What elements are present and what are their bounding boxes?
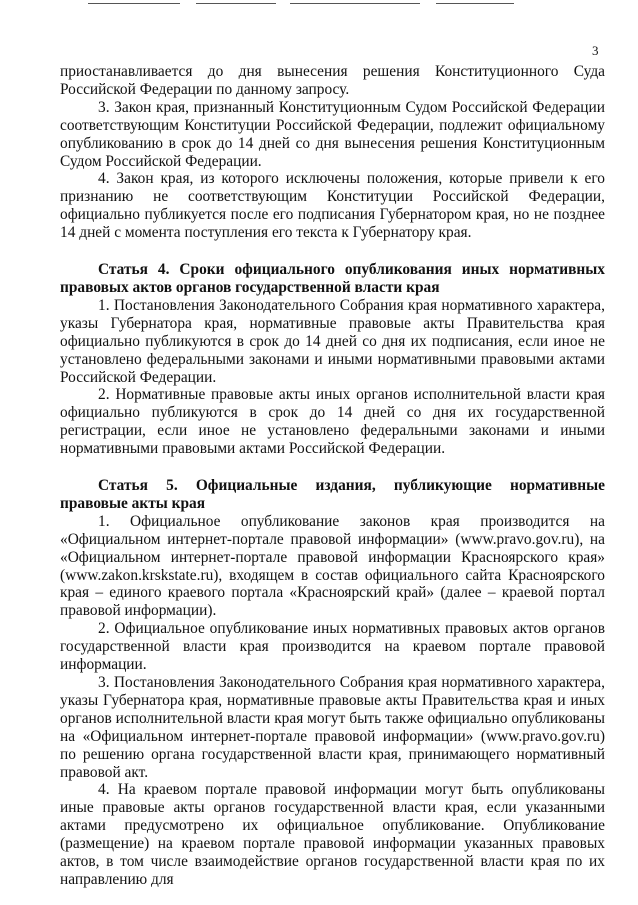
paragraph: 2. Нормативные правовые акты иных органов исполнительной власти края официально публикуются в срок до 14 дней со дня их государственной регистрации, если иное не установлено федеральными законами и иными нормативными правовыми актами Российской Федерации. <box>60 386 605 458</box>
paragraph: приостанавливается до дня вынесения решения Конституционного Суда Российской Федерации по данному запросу. <box>60 63 605 98</box>
paragraph: 3. Закон края, признанный Конституционным Судом Российской Федерации соответствующим Конституции Российской Федерации, подлежит официальному опубликованию в срок до 14 дней со дня вынесения решения Конституционным Судом Российской Федерации. <box>60 98 605 170</box>
paragraph: 1. Постановления Законодательного Собрания края нормативного характера, указы Губернатора края, нормативные правовые акты Правительства края официально публикуются в срок до 14 дней со дня их подписания, если иное не установлено федеральными законами и иными нормативными правовыми актами Российской Федерации. <box>60 296 605 386</box>
paragraph: 1. Официальное опубликование законов края производится на «Официальном интернет-портале правовой информации» (www.pravo.gov.ru), на «Официальном интернет-портале правовой информации Красноярского края» (www.zakon.krskstate.ru), входящем в состав официального сайта Красноярского края – единого краевого портала «Красноярский край» (далее – краевой портал правовой информации). <box>60 512 605 620</box>
top-rule <box>196 3 276 4</box>
document-body <box>60 63 605 889</box>
top-rule <box>290 3 420 4</box>
top-rule <box>436 3 514 4</box>
paragraph: 4. На краевом портале правовой информации могут быть опубликованы иные правовые акты органов государственной власти края, если указанными актами предусмотрено их официальное опубликование. Опубликование (размещение) на краевом портале правовой информации указанных правовых актов, в том числе взаимодействие органов государственной власти края по их направлению для <box>60 781 605 888</box>
paragraph: 2. Официальное опубликование иных нормативных правовых актов органов государственной власти края производится на краевом портале правовой информации. <box>60 620 605 674</box>
paragraph: 4. Закон края, из которого исключены положения, которые привели к его признанию не соответствующим Конституции Российской Федерации, официально публикуется после его подписания Губернатором края, но не позднее 14 дней с момента поступления его текста к Губернатору края. <box>60 170 605 242</box>
article-heading: Статья 4. Сроки официального опубликования иных нормативных правовых актов органов государственной власти края <box>60 261 605 296</box>
top-rule <box>88 3 180 4</box>
paragraph: 3. Постановления Законодательного Собрания края нормативного характера, указы Губернатора края, нормативные правовые акты Правительства края и иных органов исполнительной власти края могут быть также официально опубликованы на «Официальном интернет-портале правовой информации» (www.pravo.gov.ru) по решению органа государственной власти края, принимающего нормативный правовой акт. <box>60 674 605 781</box>
page-number: 3 <box>592 43 599 58</box>
article-heading: Статья 5. Официальные издания, публикующие нормативные правовые акты края <box>60 477 605 512</box>
